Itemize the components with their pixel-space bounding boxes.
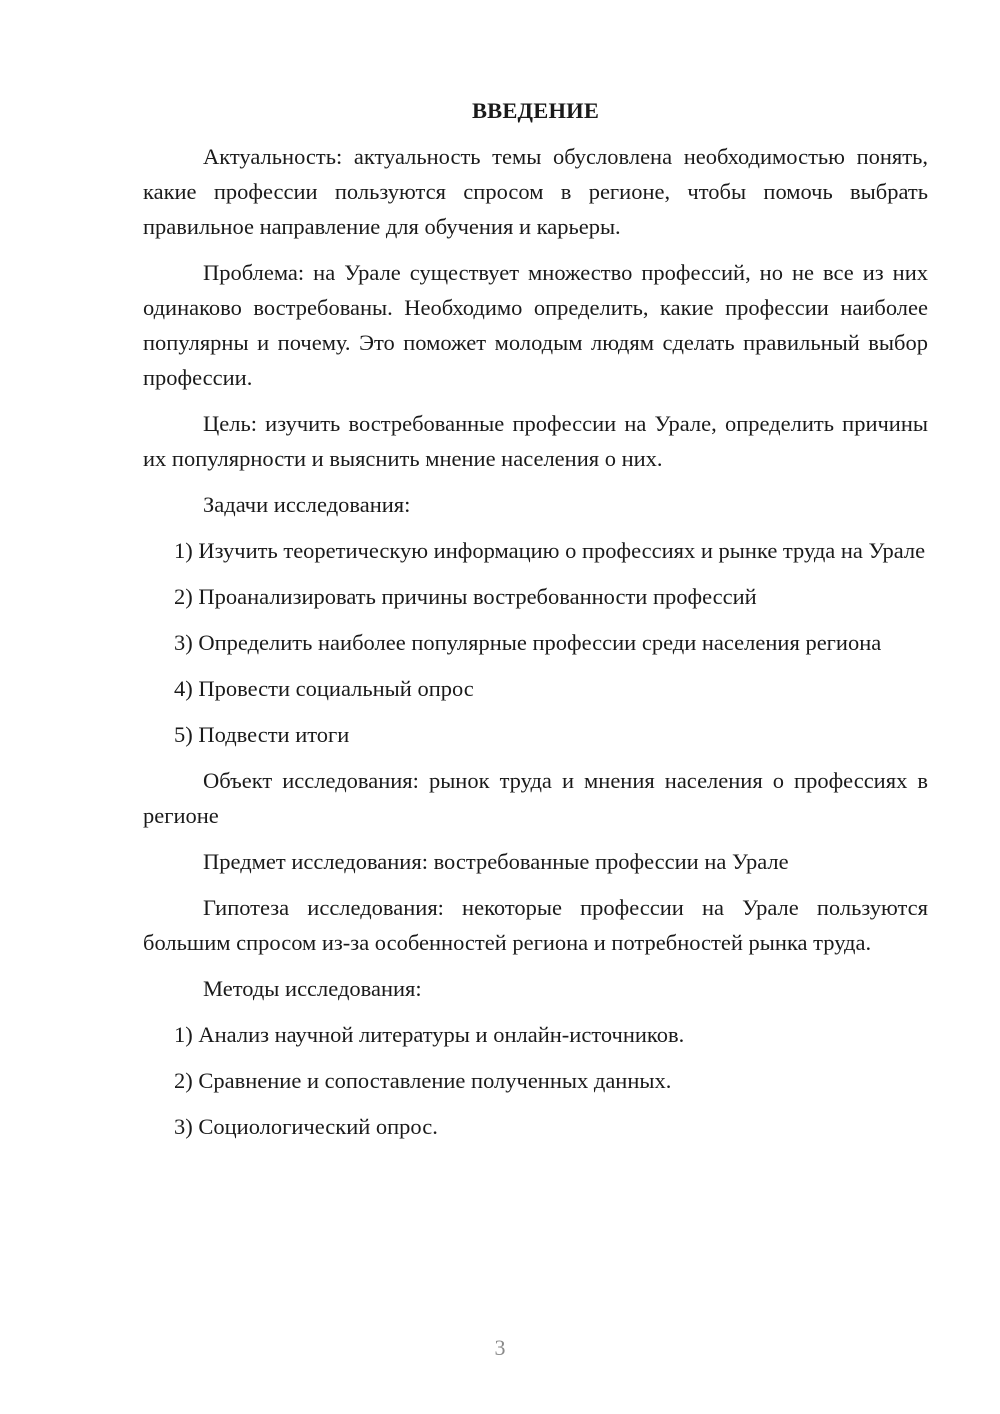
task-item-1: 1) Изучить теоретическую информацию о профессиях и рынке труда на Урале (174, 538, 926, 563)
methods-heading: Методы исследования: (203, 976, 422, 1001)
method-item-3: 3) Социологический опрос. (174, 1114, 438, 1139)
task-item-4: 4) Провести социальный опрос (174, 676, 474, 701)
task-item-5: 5) Подвести итоги (174, 722, 350, 747)
subject-paragraph: Предмет исследования: востребованные профессии на Урале (203, 849, 789, 874)
task-item-3: 3) Определить наиболее популярные профессии среди населения региона (174, 630, 882, 655)
method-item-1: 1) Анализ научной литературы и онлайн-источников. (174, 1022, 685, 1047)
page-content (143, 96, 928, 1155)
tasks-heading: Задачи исследования: (203, 492, 411, 517)
hypothesis-paragraph: Гипотеза исследования: некоторые профессии на Урале пользуются большим спросом из-за особенностей региона и потребностей рынка труда. (143, 895, 928, 955)
page-number: 3 (494, 1335, 506, 1360)
goal-paragraph: Цель: изучить востребованные профессии на Урале, определить причины их популярности и выяснить мнение населения о них. (143, 411, 928, 471)
object-paragraph: Объект исследования: рынок труда и мнения населения о профессиях в регионе (143, 768, 928, 828)
method-item-2: 2) Сравнение и сопоставление полученных данных. (174, 1068, 672, 1093)
relevance-paragraph: Актуальность: актуальность темы обусловлена необходимостью понять, какие профессии пользуются спросом в регионе, чтобы помочь выбрать правильное направление для обучения и карьеры. (143, 144, 928, 239)
task-item-2: 2) Проанализировать причины востребованности профессий (174, 584, 757, 609)
section-title: ВВЕДЕНИЕ (471, 98, 600, 123)
problem-paragraph: Проблема: на Урале существует множество профессий, но не все из них одинаково востребованы. Необходимо определить, какие профессии наиболее популярны и почему. Это поможет молодым людям сделать правильный выбор профессии. (143, 260, 928, 390)
